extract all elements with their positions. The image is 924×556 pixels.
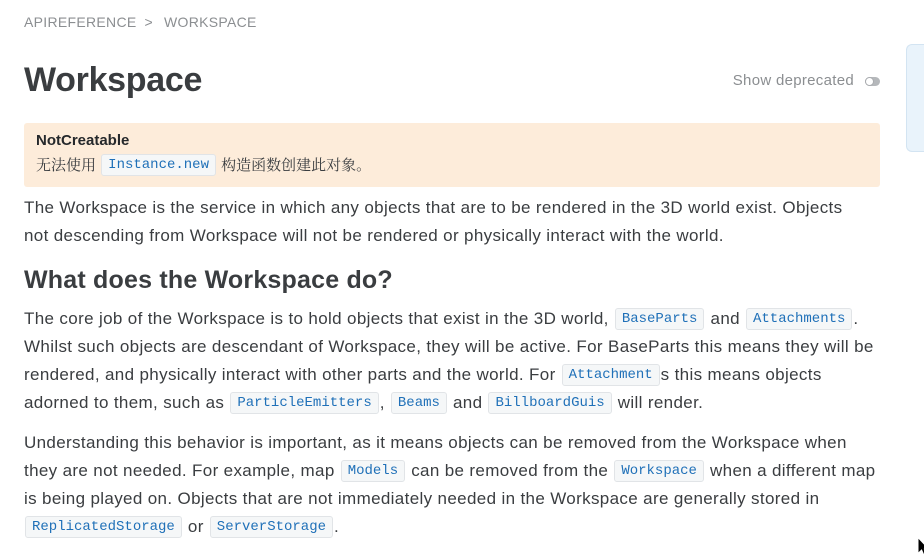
api-link-replicatedstorage[interactable]: ReplicatedStorage [25,516,182,538]
text-run: can be removed from the [406,461,614,480]
page-title: Workspace [24,61,203,99]
text-run: Whilst such objects are descendant of Workspace, they will be active. For BaseParts this means they will be [24,337,874,356]
text-run: The core job of the Workspace is to hold objects that exist in the 3D world, [24,309,614,328]
text-run: when a different map [704,461,876,480]
text-run: The Workspace is the service in which any objects that are to be rendered in the 3D world exist. Objects [24,198,843,217]
text-run: Understanding this behavior is important, as it means objects can be removed from the Workspace when [24,433,847,452]
api-link-serverstorage[interactable]: ServerStorage [210,516,333,538]
section-heading: What does the Workspace do? [24,266,393,294]
api-link-particleemitters[interactable]: ParticleEmitters [230,392,378,414]
text-line [24,194,880,222]
text-run: , [379,393,390,412]
api-link-models[interactable]: Models [341,460,405,482]
text-run: 构造函数创建此对象。 [217,157,372,174]
breadcrumb-separator: > [144,14,153,30]
text-run: is being played on. Objects that are not immediately needed in the Workspace are generally stored in [24,489,820,508]
show-deprecated-toggle[interactable] [865,77,880,86]
breadcrumb-item-api-reference[interactable]: APIREFERENCE [24,14,137,30]
text-run: s this means objects [660,365,822,384]
mouse-cursor-icon [917,537,924,556]
not-creatable-callout [24,123,880,187]
api-link-baseparts[interactable]: BaseParts [615,308,705,330]
api-link-beams[interactable]: Beams [391,392,447,414]
text-run: or [182,517,209,536]
text-line [24,305,880,333]
api-link-attachment[interactable]: Attachment [562,364,660,386]
text-run: and [705,309,745,328]
api-link-workspace[interactable]: Workspace [614,460,704,482]
toggle-knob [865,77,874,86]
side-panel-tab[interactable] [906,44,924,152]
text-run: 无法使用 [36,157,101,174]
text-line [24,361,880,389]
callout-body [36,153,868,179]
api-link-instance-new[interactable]: Instance.new [101,154,216,176]
api-link-attachments[interactable]: Attachments [746,308,852,330]
text-line [24,222,880,250]
text-line [24,457,880,485]
text-line [24,485,880,513]
breadcrumb [24,12,257,32]
text-run: . [334,517,340,536]
text-run: . [853,309,859,328]
api-link-billboardguis[interactable]: BillboardGuis [488,392,611,414]
text-run: adorned to them, such as [24,393,230,412]
text-line [24,513,880,541]
text-run: they are not needed. For example, map [24,461,340,480]
section-paragraph-core-job [24,305,880,417]
section-paragraph-behavior [24,429,880,541]
text-run: rendered, and physically interact with other parts and the world. For [24,365,561,384]
text-run: and [447,393,488,412]
breadcrumb-item-workspace[interactable]: WORKSPACE [164,14,257,30]
text-run: will render. [612,393,704,412]
text-line [24,389,880,417]
intro-paragraph [24,194,880,250]
text-line [24,333,880,361]
show-deprecated-control[interactable] [733,71,880,91]
callout-title: NotCreatable [36,132,130,149]
show-deprecated-label[interactable]: Show deprecated [732,72,854,89]
text-run: not descending from Workspace will not be rendered or physically interact with the world. [24,226,724,245]
text-line [24,429,880,457]
